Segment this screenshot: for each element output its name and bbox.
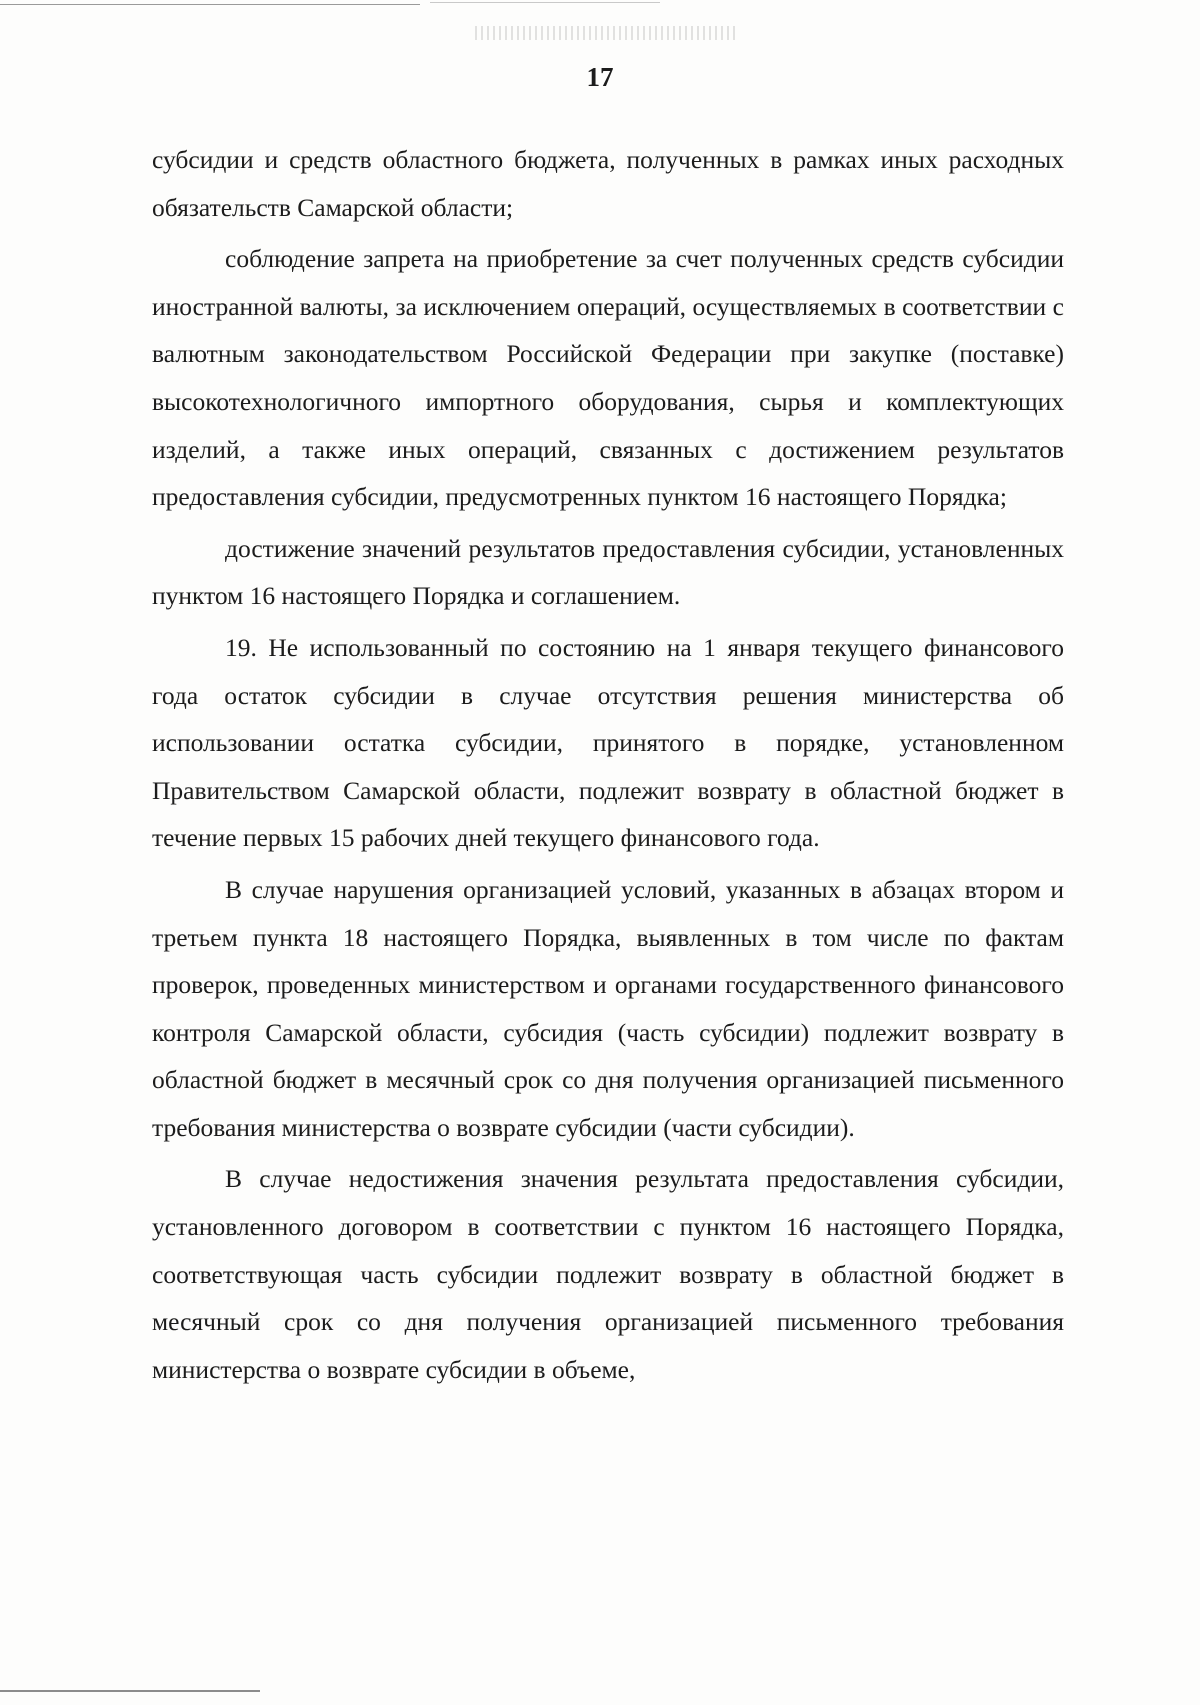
scan-bottom-rule xyxy=(0,1690,260,1692)
page-number: 17 xyxy=(586,62,614,92)
paragraph-6: В случае недостижения значения результата предоставления субсидии, установленного договором в соответствии с пунктом 16 настоящего Порядка, соответствующая часть субсидии подлежит возврату в областной бюджет в месячный срок со дня получения организацией письменного требования министерства о возврате субсидии в объеме, xyxy=(152,1164,1064,1384)
paragraph-1: субсидии и средств областного бюджета, полученных в рамках иных расходных обязательств Самарской области; xyxy=(152,145,1064,222)
paragraph-4: 19. Не использованный по состоянию на 1 января текущего финансового года остаток субсидии в случае отсутствия решения министерства об использовании остатка субсидии, принятого в порядке, установленном Правительством Самарской области, подлежит возврату в областной бюджет в течение первых 15 рабочих дней текущего финансового года. xyxy=(152,632,1064,853)
paragraph-5: В случае нарушения организацией условий, указанных в абзацах втором и третьем пункта 18 настоящего Порядка, выявленных в том числе по фактам проверок, проведенных министерством и органами государственного финансового контроля Самарской области, субсидия (часть субсидии) подлежит возврату в областной бюджет в месячный срок со дня получения организацией письменного требования министерства о возврате субсидии (части субсидии). xyxy=(152,874,1064,1142)
paragraph-3: достижение значений результатов предоставления субсидии, установленных пунктом 16 настоящего Порядка и соглашением. xyxy=(152,533,1064,611)
paragraph-2: соблюдение запрета на приобретение за счет полученных средств субсидии иностранной валюты, за исключением операций, осуществляемых в соответствии с валютным законодательством Российской Федерации при закупке (поставке) высокотехнологичного импортного оборудования, сырья и комплектующих изделий, а также иных операций, связанных с достижением результатов предоставления субсидии, предусмотренных пунктом 16 настоящего Порядка; xyxy=(152,244,1064,512)
scan-top-rule-secondary xyxy=(430,2,660,3)
scan-top-rule xyxy=(0,4,420,5)
document-body xyxy=(152,136,1064,1393)
scan-artifact xyxy=(475,26,735,40)
